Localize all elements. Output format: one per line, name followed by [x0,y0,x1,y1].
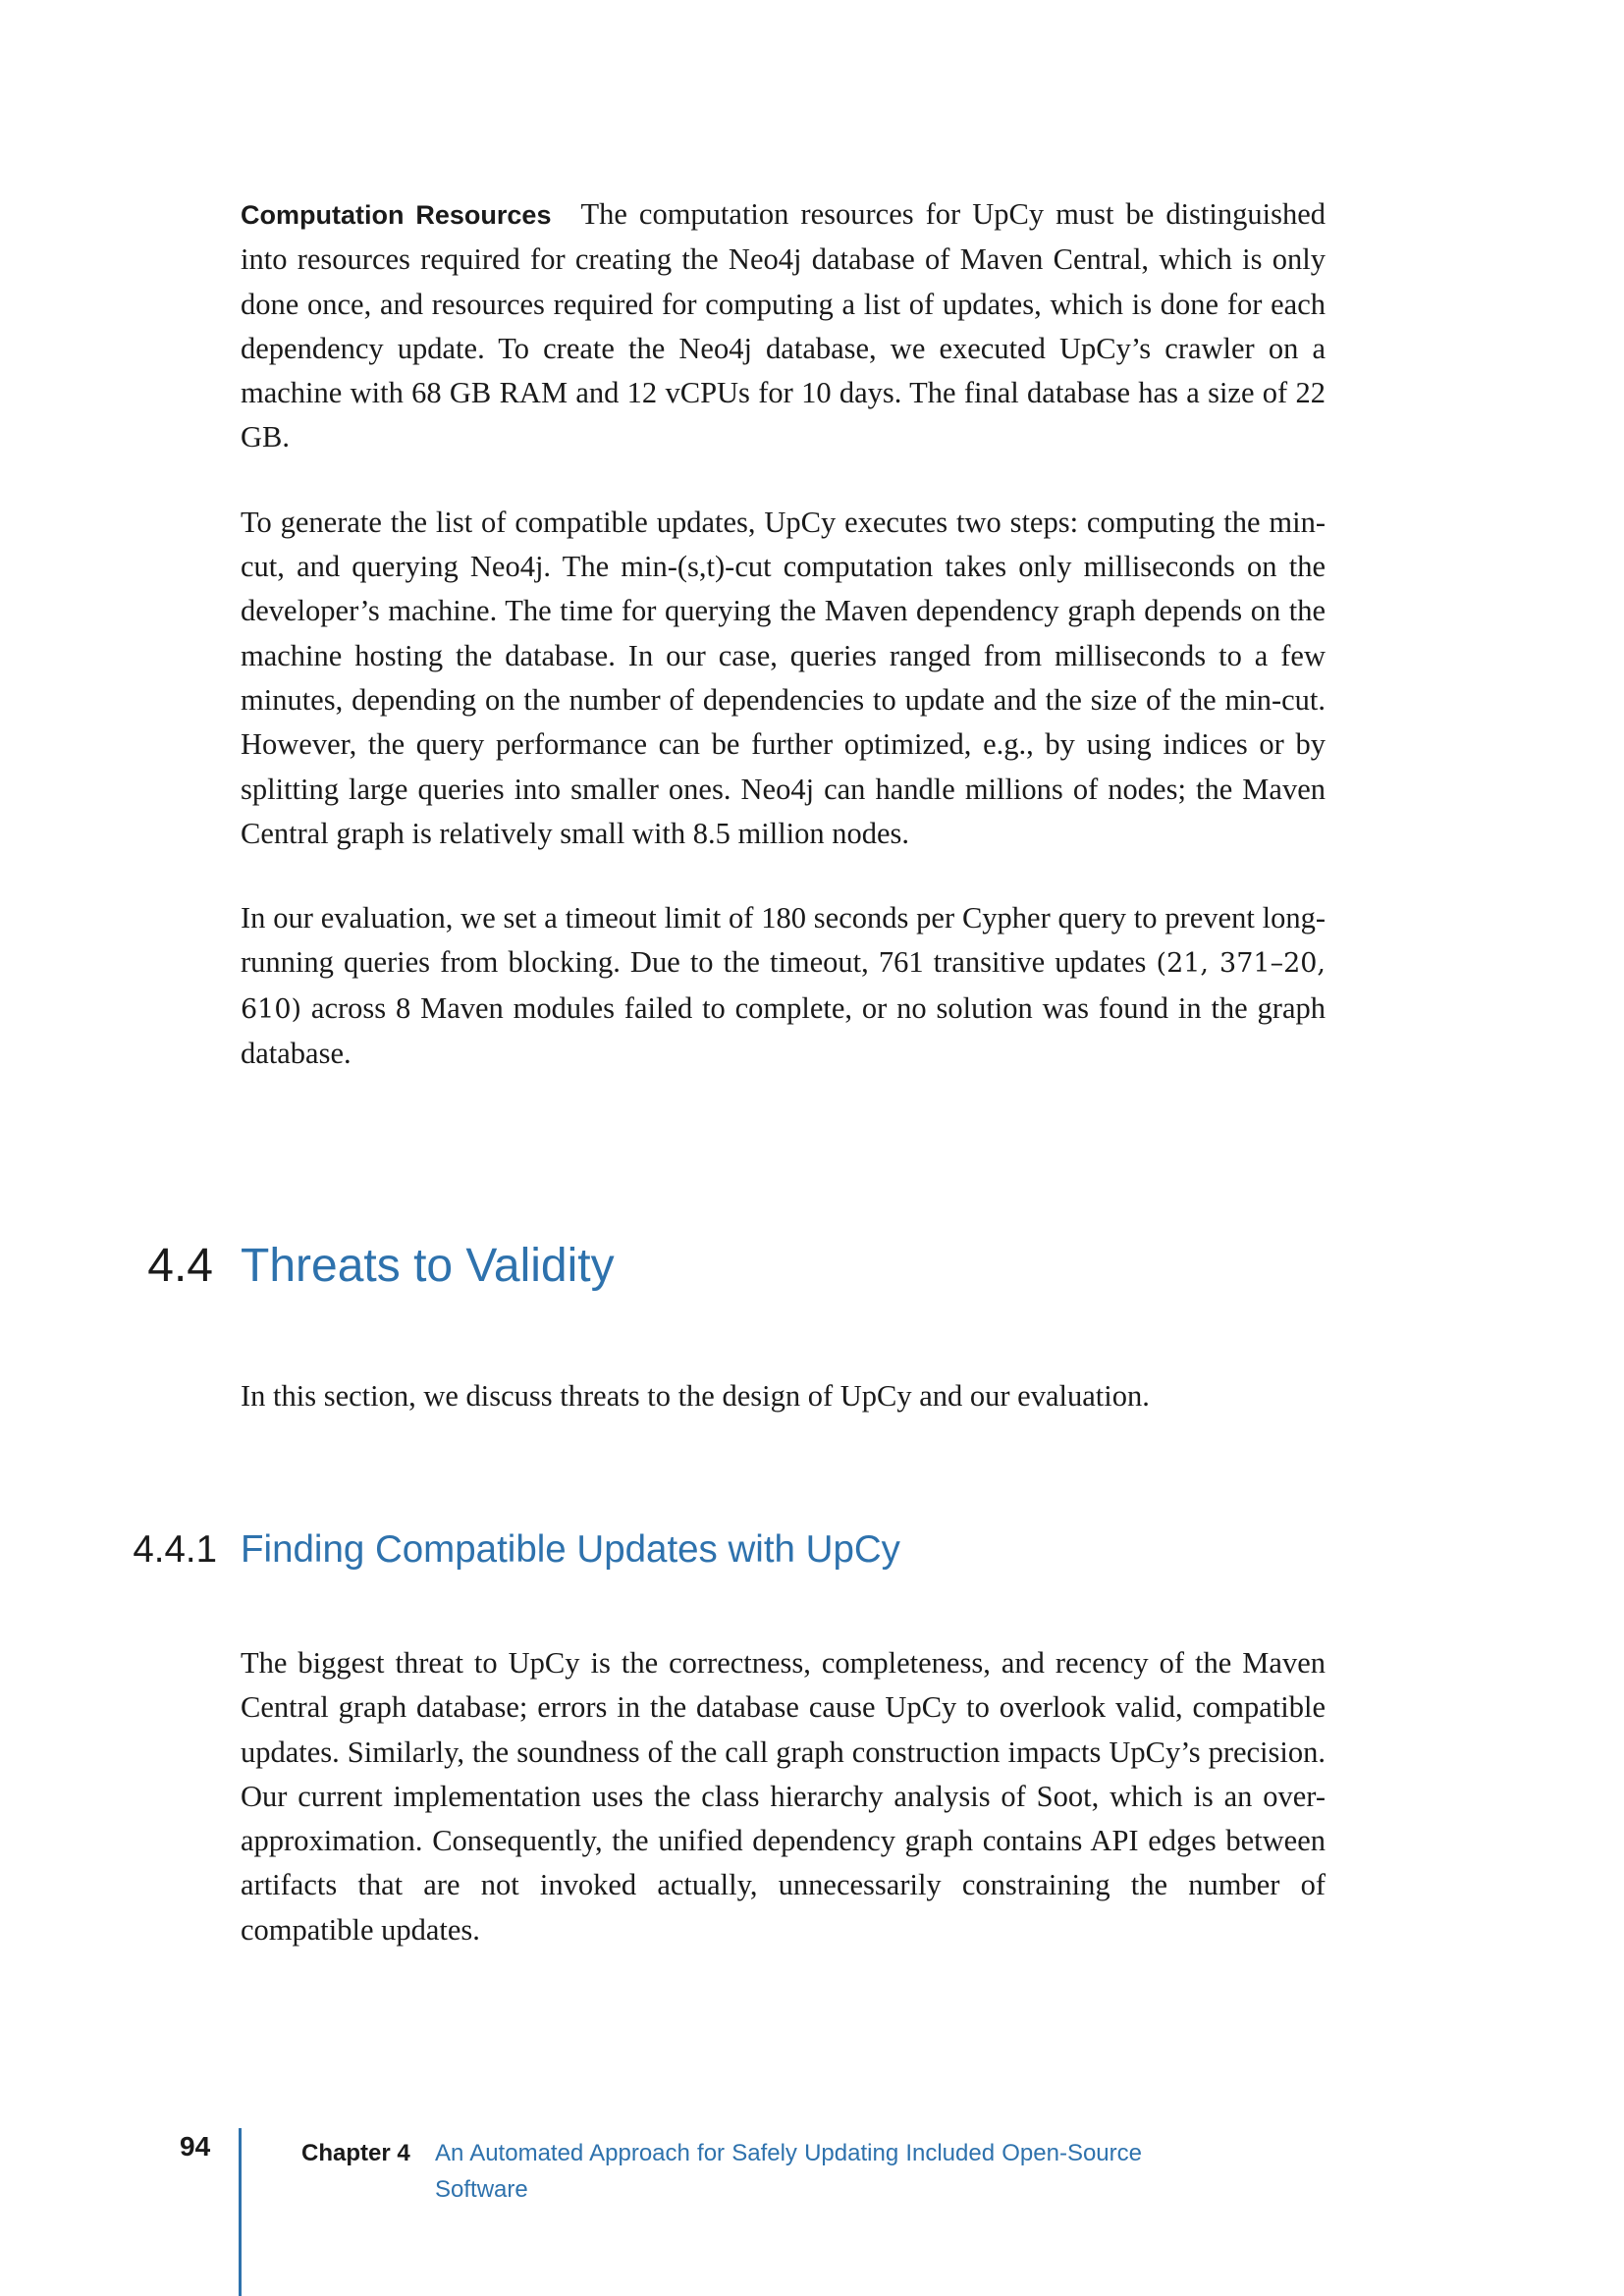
section-title: Threats to Validity [241,1240,615,1292]
section-heading [147,1239,615,1294]
footer-chapter-title: An Automated Approach for Safely Updating Included Open-Source Software [435,2140,1142,2203]
subsection-paragraph: The biggest threat to UpCy is the correctness, completeness, and recency of the Maven Central graph database; errors in the database cause UpCy to overlook valid, compatible updates. Similarly, the soundness of the call graph construction impacts UpCy’s precision. Our current implementation uses the class hierarchy analysis of Soot, which is an over-approximation. Consequently, the unified dependency graph contains API edges between artifacts that are not invoked actually, unnecessarily constraining the number of compatible updates. [241,1646,1326,1947]
computation-resources-paragraph [241,192,1326,460]
run-in-heading: Computation Resources [241,200,552,230]
footer-chapter-label: Chapter 4 [301,2140,410,2166]
min-cut-paragraph: To generate the list of compatible updates, UpCy executes two steps: computing the min-cut, and querying Neo4j. The min-(s,t)-cut computation takes only milliseconds on the developer’s machine. The time for querying the Maven dependency graph depends on the machine hosting the database. In our case, queries ranged from milliseconds to a few minutes, depending on the number of dependencies to update and the size of the min-cut. However, the query performance can be further optimized, e.g., by using indices or by splitting large queries into smaller ones. Neo4j can handle millions of nodes; the Maven Central graph is relatively small with 8.5 million nodes. [241,505,1326,850]
subsection-body-block [241,1641,1326,1952]
paragraph-text: The computation resources for UpCy must be distinguished into resources required for creating the Neo4j database of Maven Central, which is only done once, and resources required for computing a list of updates, which is done for each dependency update. To create the Neo4j database, we executed UpCy’s crawler on a machine with 68 GB RAM and 12 vCPUs for 10 days. The final database has a size of 22 GB. [241,197,1326,454]
subsection-number: 4.4.1 [133,1528,217,1571]
subsection-heading [133,1527,900,1573]
page-number: 94 [180,2131,211,2162]
section-intro-paragraph: In this section, we discuss threats to the design of UpCy and our evaluation. [241,1379,1150,1413]
footer-divider [239,2128,242,2296]
timeout-text-after: across 8 Maven modules failed to complete, or no solution was found in the graph database. [241,990,1326,1071]
main-text-block [241,192,1326,1076]
subsection-title: Finding Compatible Updates with UpCy [241,1528,900,1571]
timeout-text-before: In our evaluation, we set a timeout limit of 180 seconds per Cypher query to prevent long-running queries from blocking. Due to the timeout, 761 transitive updates [241,901,1326,980]
timeout-paragraph [241,896,1326,1076]
math-range: (21, 371–20, 610) [241,948,1326,1025]
section-intro-block [241,1374,1326,1418]
section-number: 4.4 [147,1240,213,1292]
